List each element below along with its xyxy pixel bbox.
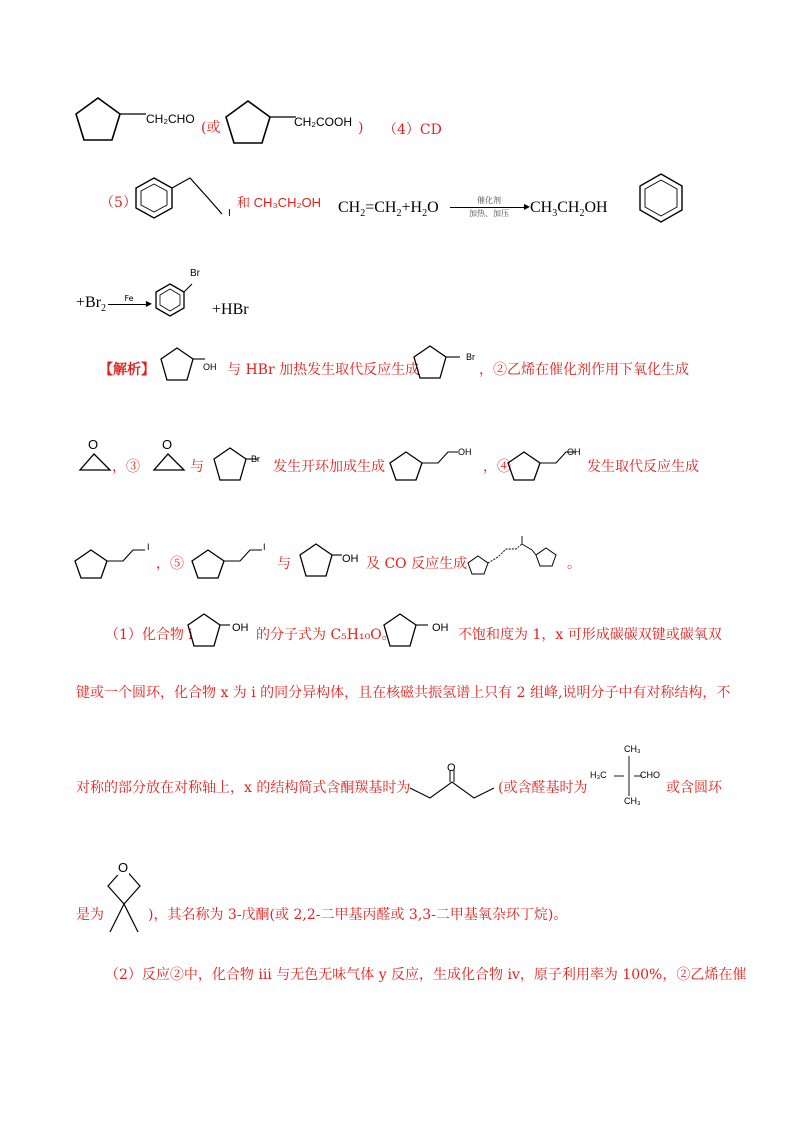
- 2-2-dimethylpropanal-bonds: [612, 754, 646, 798]
- explain-t5: 发生开环加成生成: [273, 459, 385, 475]
- explain-t6: ，④: [483, 459, 511, 475]
- compound-i-structure: [188, 612, 238, 648]
- q1-line3b: (或含醛基时为: [498, 780, 588, 796]
- cyclopentyl-ethyl-iodide-structure: [75, 542, 155, 578]
- and-ethanol: 和 CH₃CH₂OH: [237, 195, 322, 210]
- ester-product-structure: [466, 534, 566, 574]
- oh-label-3: OH: [567, 447, 581, 457]
- plus-hbr: +HBr: [212, 301, 249, 318]
- ethylene-hydration-equation: $CH_2=CH_2+H_2O$: [338, 199, 439, 220]
- reaction-arrow-1: 催化剂 ▶ 加热、加压: [450, 196, 528, 219]
- iodo-label: I: [228, 208, 231, 219]
- question-5-label: （5）: [100, 195, 137, 211]
- q1-part1: （1）化合物 i: [105, 627, 193, 643]
- ch3-top: CH₃: [624, 744, 641, 754]
- o-label-ketone: O: [447, 762, 456, 774]
- q2-line: （2）反应②中，化合物 iii 与无色无味气体 y 反应，生成化合物 iv，原子利用率为 100%，②乙烯在催: [105, 967, 747, 983]
- o-label-2: O: [162, 437, 173, 452]
- group-ch2cho: CH₂CHO: [146, 112, 195, 126]
- bromobenzene-structure: [154, 276, 194, 316]
- q1-line3a: 对称的部分放在对称轴上，x 的结构简式含酮羰基时为: [76, 780, 411, 796]
- explain-t10: 及 CO 反应生成: [366, 556, 468, 572]
- i-label: I: [147, 542, 150, 552]
- cyclopentyl-acetic-acid-structure: [226, 99, 296, 145]
- cho-right: CHO: [640, 770, 660, 780]
- o-label: O: [88, 437, 99, 452]
- q1-line4b: )，其名称为 3-戊酮(或 2,2-二甲基丙醛或 3,3-二甲基氧杂环丁烷)。: [148, 907, 568, 923]
- i-label-2: I: [263, 542, 266, 552]
- oh-label-5: OH: [232, 622, 249, 634]
- explain-t11: 。: [567, 556, 581, 572]
- cyclopentyl-ethyl-iodide-structure-2: [192, 542, 272, 578]
- h3c-left: H₃C: [590, 770, 607, 780]
- explain-t7: 发生取代反应生成: [587, 459, 699, 475]
- ethanol-product: $CH_3CH_2OH$: [530, 199, 608, 220]
- explain-t9: 与: [277, 556, 291, 572]
- bromocyclopentane-structure: [414, 344, 464, 380]
- conditions-label: 加热、加压: [469, 209, 509, 218]
- close-paren: ): [358, 120, 364, 136]
- fe-label: Fe: [124, 294, 134, 303]
- oh-label-6: OH: [432, 622, 449, 634]
- o-label-oxetane: O: [118, 860, 129, 875]
- oh-label-4: OH: [342, 553, 359, 565]
- explain-t3: ，③: [112, 459, 140, 475]
- benzene-structure: [638, 172, 684, 222]
- explain-t2: ，②乙烯在催化剂作用下氧化生成: [479, 362, 689, 378]
- bromocyclopentane-structure-2: [214, 446, 264, 482]
- q1-line3c: 或含圆环: [666, 780, 722, 796]
- explain-t8: ，⑤: [156, 556, 184, 572]
- ch3-bottom: CH₃: [624, 796, 641, 806]
- br-label-row3: Br: [190, 268, 200, 279]
- reaction-arrow-fe: Fe ▶: [108, 294, 150, 305]
- or-open-text: (或: [201, 120, 221, 136]
- q1-part2: 的分子式为 C₅H₁₀O。: [256, 627, 396, 643]
- group-ch2cooh: CH₂COOH: [294, 115, 352, 129]
- q1-line4a: 是为: [76, 907, 104, 923]
- compound-i-structure-2: [384, 612, 434, 648]
- catalyst-label: 催化剂: [477, 196, 501, 205]
- explain-t4: 与: [190, 459, 204, 475]
- answer-4: （4）CD: [383, 122, 442, 138]
- br-label: Br: [466, 352, 475, 362]
- br-label-2: Br: [251, 454, 260, 464]
- explain-t1: 与 HBr 加热发生取代反应生成: [227, 362, 420, 378]
- oh-label: OH: [203, 362, 217, 372]
- oh-label-2: OH: [458, 447, 472, 457]
- explanation-tag: 【解析】: [99, 362, 155, 378]
- cyclopentyl-acetaldehyde-structure: [76, 96, 146, 142]
- plus-br2: $+Br_2$: [76, 294, 107, 315]
- q1-part3: 不饱和度为 1，x 可形成碳碳双键或碳氧双: [458, 627, 722, 643]
- q1-line2: 键或一个圆环，化合物 x 为 i 的同分异构体，且在核磁共振氢谱上只有 2 组峰,说明分子中有对称结构，不: [76, 685, 731, 701]
